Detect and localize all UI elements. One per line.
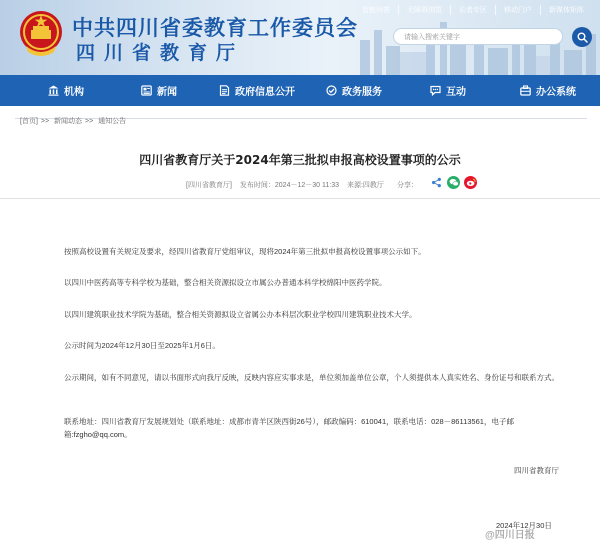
breadcrumb-separator: >>	[85, 118, 94, 125]
search-button[interactable]	[572, 27, 592, 47]
weibo-icon[interactable]	[464, 176, 477, 189]
institution-icon	[48, 85, 59, 96]
top-links	[354, 5, 592, 15]
top-link-qa[interactable]: 智能问答	[362, 7, 390, 14]
article-source: [四川省教育厅]	[186, 182, 232, 189]
article-origin: 来源:四教厅	[346, 182, 384, 189]
article-paragraph: 联系地址：四川省教育厅发展规划处（联系地址：成都市青羊区陕西街26号），邮政编码：610041，联系电话：028－86113561，电子邮箱:fzgho@qq.com。	[64, 417, 514, 439]
breadcrumb-separator: >>	[40, 118, 50, 125]
top-link-accessibility[interactable]: 无障碍浏览	[398, 5, 450, 15]
article-published-time: 发布时间：2024－12－30 11:33	[239, 182, 339, 189]
article-paragraph: 以四川建筑职业技术学院为基础，整合相关资源拟设立省属公办本科层次职业学校四川建筑职业技术大学。	[64, 310, 417, 319]
department-title: 四川省教育厅	[76, 42, 245, 64]
article-title: 四川省教育厅关于2024年第三批拟申报高校设置事项的公示	[139, 153, 461, 167]
top-link-mobile[interactable]: 移动门户	[495, 5, 540, 15]
top-link-new-media[interactable]: 新媒体矩阵	[540, 5, 592, 15]
nav-item-gov-service[interactable]: 政务服务	[326, 75, 382, 106]
interaction-icon	[430, 85, 441, 96]
news-icon	[141, 85, 152, 96]
search-input[interactable]: 请输入搜索关键字	[393, 28, 563, 45]
signature-date: 2024年12月30日	[496, 521, 552, 530]
office-icon	[520, 85, 531, 96]
search-icon	[577, 32, 588, 43]
article-paragraph: 按照高校设置有关规定及要求，经四川省教育厅党组审议，现将2024年第三批拟申报高校设置事项公示如下。	[64, 247, 426, 256]
signature-department: 四川省教育厅	[514, 466, 559, 475]
article-meta	[186, 180, 392, 190]
meta-divider	[0, 198, 600, 199]
nav-item-institution[interactable]: 机构	[48, 75, 84, 106]
main-navigation	[0, 75, 600, 106]
nav-item-interaction[interactable]: 互动	[430, 75, 466, 106]
article-paragraph: 公示期间，如有不同意见，请以书面形式向我厅反映，反映内容应实事求是，单位须加盖单位公章，个人须提供本人真实姓名、身份证号和联系方式。	[64, 373, 559, 382]
breadcrumb-news[interactable]: 新闻动态	[54, 118, 83, 125]
watermark: @四川日报	[485, 530, 535, 541]
national-emblem-icon	[18, 8, 64, 58]
party-committee-title: 中共四川省委教育工作委员会	[72, 16, 358, 40]
share-label: 分享：	[397, 182, 418, 189]
info-disclosure-icon	[219, 85, 230, 96]
nav-item-info-disclosure[interactable]: 政府信息公开	[219, 75, 295, 106]
share-icon[interactable]	[430, 176, 443, 189]
breadcrumb-home[interactable]: [首页]	[20, 118, 38, 125]
top-link-elderly[interactable]: 长者专区	[450, 5, 495, 15]
wechat-icon[interactable]	[447, 176, 460, 189]
article-paragraph: 公示时间为2024年12月30日至2025年1月6日。	[64, 341, 220, 350]
nav-item-office-system[interactable]: 办公系统	[520, 75, 576, 106]
nav-item-news[interactable]: 新闻	[141, 75, 177, 106]
article-paragraph: 以四川中医药高等专科学校为基础，整合相关资源拟设立市属公办普通本科学校绵阳中医药学院。	[64, 278, 387, 287]
service-icon	[326, 85, 337, 96]
breadcrumb-notices[interactable]: 通知公告	[98, 118, 127, 125]
breadcrumb	[20, 116, 129, 126]
site-header	[0, 0, 600, 75]
